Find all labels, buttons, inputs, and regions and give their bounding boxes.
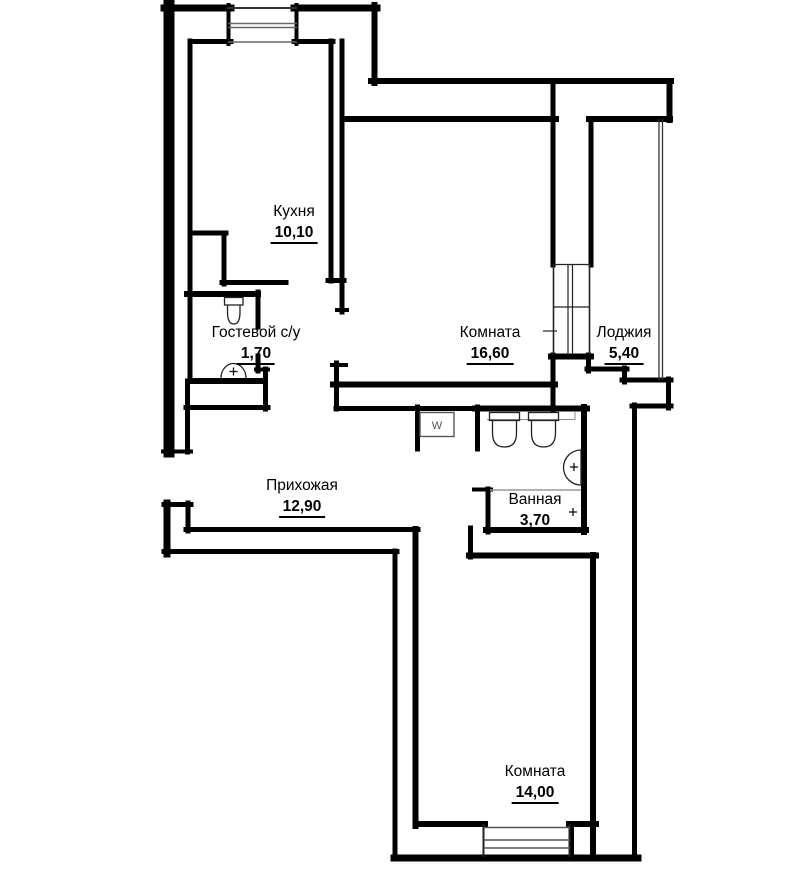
room-label-living-room: [460, 324, 521, 365]
room-label-kitchen: [271, 203, 318, 244]
room-area: 16,60: [467, 345, 514, 365]
room-label-loggia: [597, 324, 652, 365]
bedroom-window-icon: [484, 824, 571, 857]
loggia-glazing-icon: [659, 119, 663, 380]
room-label-bedroom: [505, 763, 566, 804]
room-label-guest-wc: [212, 324, 301, 365]
room-name: Ванная: [508, 491, 562, 508]
bathroom-sink-icon: [564, 450, 582, 485]
room-area: 5,40: [605, 345, 643, 365]
bathroom-bidet-icon: [529, 413, 559, 448]
room-area: 10,10: [271, 224, 318, 244]
balcony-door-unit-icon: [543, 264, 590, 355]
room-label-hallway: [266, 477, 338, 518]
room-name: Комната: [459, 324, 521, 341]
room-name: Гостевой с/у: [211, 324, 301, 341]
guest-wc-sink-icon: [221, 364, 246, 379]
room-name: Прихожая: [266, 477, 338, 494]
washing-machine-label: W: [431, 420, 443, 432]
guest-wc-toilet-icon: [225, 298, 244, 325]
room-name: Комната: [504, 763, 566, 780]
room-label-bathroom: [508, 491, 561, 532]
room-name: Кухня: [273, 203, 315, 220]
room-area: 12,90: [279, 498, 326, 518]
walls: [163, 4, 671, 859]
room-name: Лоджия: [596, 324, 652, 341]
room-area: 14,00: [512, 784, 559, 804]
bathroom-toilet-icon: [490, 413, 520, 448]
washing-machine-icon: [420, 413, 454, 437]
room-area: 1,70: [237, 345, 275, 365]
kitchen-window-icon: [227, 8, 297, 42]
room-area: 3,70: [516, 512, 554, 532]
